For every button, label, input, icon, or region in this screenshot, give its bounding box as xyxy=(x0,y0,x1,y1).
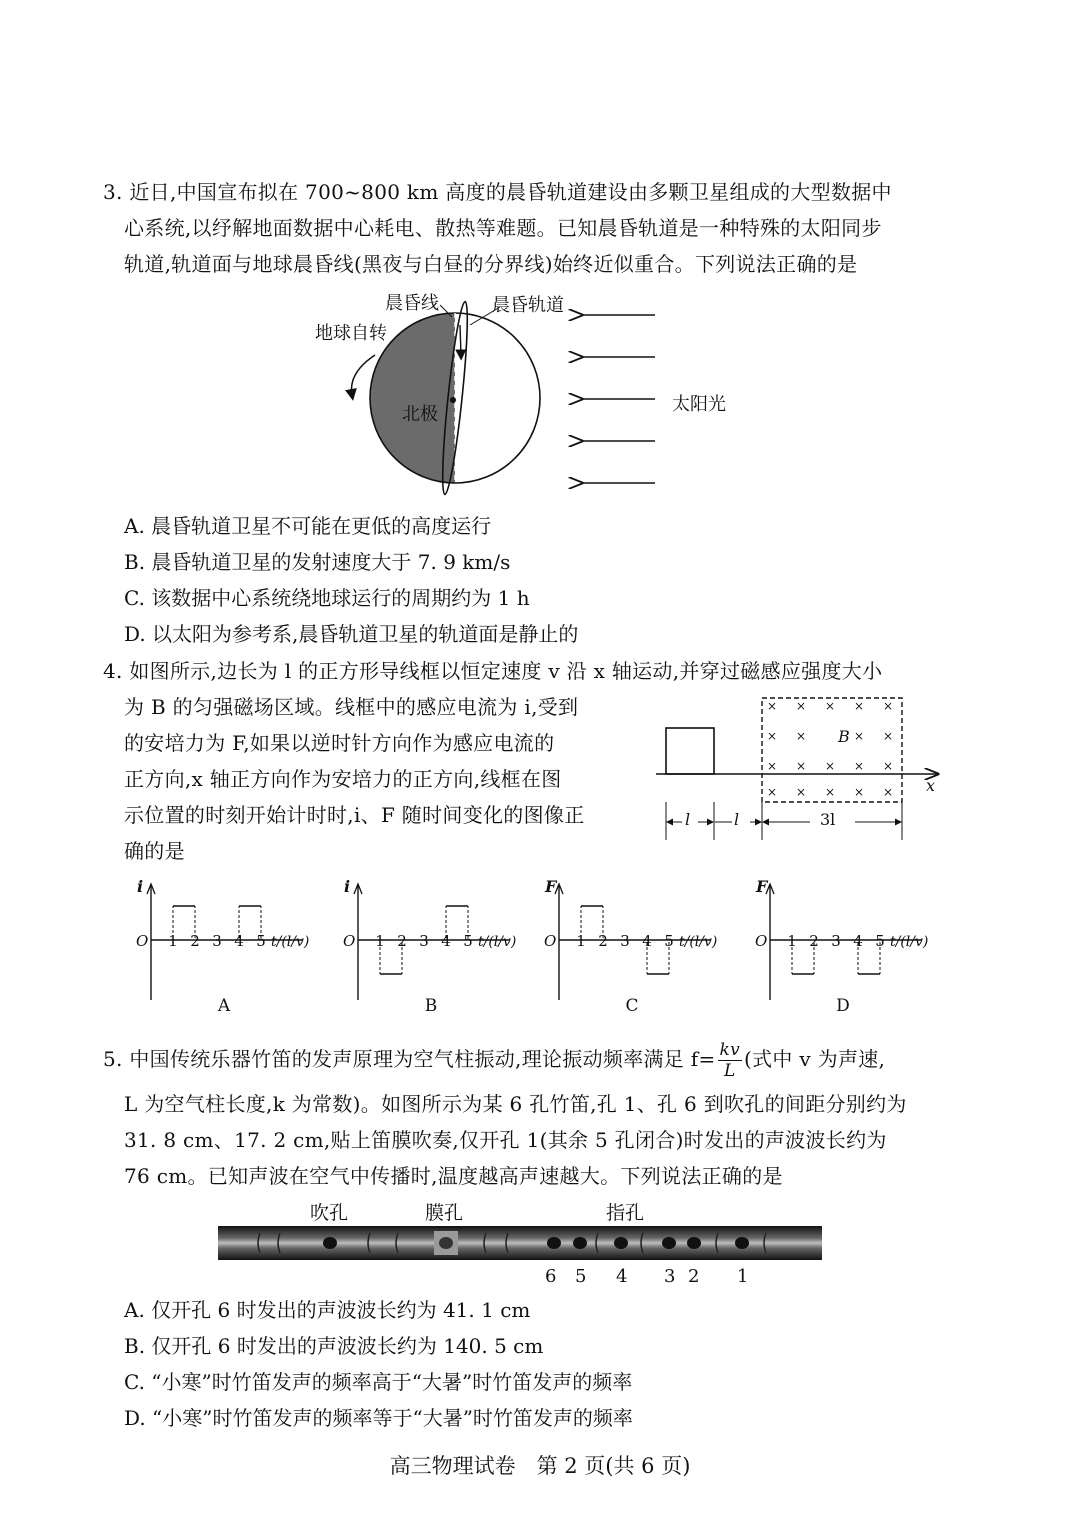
page-footer: 高三物理试卷 第 2 页(共 6 页) xyxy=(389,1454,691,1478)
field-cross: × xyxy=(882,759,894,773)
graph-x-label: t/(l/v) xyxy=(679,934,718,950)
finger-hole-1 xyxy=(735,1237,749,1249)
orbit-label: 晨昏轨道 xyxy=(492,295,564,316)
q5-stem-line3: 31. 8 cm、17. 2 cm,贴上笛膜吹奏,仅开孔 1(其余 5 孔闭合)时发出的声波波长约为 xyxy=(124,1128,887,1152)
q4-stem-line4: 正方向,x 轴正方向作为安培力的正方向,线框在图 xyxy=(124,767,562,791)
graph-tick-label: 1 xyxy=(576,932,586,950)
graph-tick-label: 5 xyxy=(875,932,885,950)
field-cross: × xyxy=(853,699,865,713)
dim-l-1: l xyxy=(685,810,691,829)
q3-stem-line2: 心系统,以纾解地面数据中心耗电、散热等难题。已知晨昏轨道是一种特殊的太阳同步 xyxy=(124,216,882,240)
graph-y-label: i xyxy=(344,878,351,896)
graph-A xyxy=(133,878,333,1018)
q4-figure xyxy=(650,690,950,845)
graph-B xyxy=(340,878,540,1018)
sunlight-label: 太阳光 xyxy=(672,394,726,415)
field-cross: × xyxy=(853,785,865,799)
north-pole-label: 北极 xyxy=(402,404,438,425)
field-cross: × xyxy=(882,729,894,743)
graph-caption: B xyxy=(424,996,438,1016)
graph-origin-label: O xyxy=(136,932,149,950)
formula-fraction xyxy=(718,1040,743,1081)
graph-origin-label: O xyxy=(343,932,356,950)
fraction-denominator: L xyxy=(723,1061,736,1081)
field-cross: × xyxy=(795,785,807,799)
finger-hole-5 xyxy=(573,1237,587,1249)
graph-y-label: F xyxy=(756,878,768,896)
graph-tick-label: 4 xyxy=(441,932,451,950)
graph-tick-label: 2 xyxy=(190,932,200,950)
graph-tick-label: 5 xyxy=(256,932,266,950)
q4-stem-line5: 示位置的时刻开始计时时,i、F 随时间变化的图像正 xyxy=(124,803,585,827)
hole-number-3: 3 xyxy=(664,1266,676,1287)
graph-tick-label: 1 xyxy=(375,932,385,950)
terminator-label: 晨昏线 xyxy=(385,293,439,314)
q4-stem-line1: 4. 如图所示,边长为 l 的正方形导线框以恒定速度 v 沿 x 轴运动,并穿过磁感应强度大小 xyxy=(103,659,883,683)
graph-tick-label: 4 xyxy=(853,932,863,950)
graph-tick-label: 2 xyxy=(809,932,819,950)
q3-option-d: D. 以太阳为参考系,晨昏轨道卫星的轨道面是静止的 xyxy=(124,622,579,646)
field-label: B xyxy=(838,727,850,746)
graph-tick-label: 5 xyxy=(463,932,473,950)
finger-holes-label: 指孔 xyxy=(606,1202,645,1224)
graph-origin-label: O xyxy=(544,932,557,950)
q3-stem-line1: 3. 近日,中国宣布拟在 700~800 km 高度的晨昏轨道建设由多颗卫星组成的大型数据中 xyxy=(103,180,892,204)
field-cross: × xyxy=(853,729,865,743)
q3-option-c: C. 该数据中心系统绕地球运行的周期约为 1 h xyxy=(124,586,530,610)
field-cross: × xyxy=(795,759,807,773)
graph-C xyxy=(541,878,741,1018)
x-axis-label: x xyxy=(926,776,936,795)
graph-x-label: t/(l/v) xyxy=(478,934,517,950)
graph-tick-label: 3 xyxy=(620,932,630,950)
q4-stem-line2: 为 B 的匀强磁场区域。线框中的感应电流为 i,受到 xyxy=(124,695,579,719)
graph-tick-label: 5 xyxy=(664,932,674,950)
q5-stem-line1-post: (式中 v 为声速, xyxy=(744,1047,886,1071)
finger-hole-4 xyxy=(614,1237,628,1249)
q5-stem-line1 xyxy=(103,1040,885,1081)
field-crosses xyxy=(767,699,893,799)
field-cross: × xyxy=(766,699,778,713)
membrane-hole xyxy=(439,1237,453,1249)
flute-body xyxy=(218,1226,822,1260)
hole-number-2: 2 xyxy=(688,1266,700,1287)
q5-stem-line4: 76 cm。已知声波在空气中传播时,温度越高声速越大。下列说法正确的是 xyxy=(124,1164,783,1188)
graph-tick-label: 4 xyxy=(234,932,244,950)
q5-option-c: C. “小寒”时竹笛发声的频率高于“大暑”时竹笛发声的频率 xyxy=(124,1370,633,1394)
graph-tick-label: 3 xyxy=(212,932,222,950)
field-cross: × xyxy=(882,699,894,713)
field-cross: × xyxy=(795,729,807,743)
graph-origin-label: O xyxy=(755,932,768,950)
square-loop xyxy=(666,728,714,774)
graph-x-label: t/(l/v) xyxy=(271,934,310,950)
field-cross: × xyxy=(824,759,836,773)
field-cross: × xyxy=(766,729,778,743)
graph-tick-label: 2 xyxy=(598,932,608,950)
dim-l-2: l xyxy=(734,810,740,829)
graph-tick-label: 1 xyxy=(168,932,178,950)
q3-option-a: A. 晨昏轨道卫星不可能在更低的高度运行 xyxy=(124,514,492,538)
membrane-hole-label: 膜孔 xyxy=(425,1202,464,1224)
finger-hole-2 xyxy=(687,1237,701,1249)
blow-hole xyxy=(323,1237,337,1249)
q5-option-d: D. “小寒”时竹笛发声的频率等于“大暑”时竹笛发声的频率 xyxy=(124,1406,633,1430)
q5-stem-line2: L 为空气柱长度,k 为常数)。如图所示为某 6 孔竹笛,孔 1、孔 6 到吹孔的间距分别约为 xyxy=(124,1092,907,1116)
hole-number-6: 6 xyxy=(545,1266,557,1287)
flute-figure xyxy=(218,1224,824,1262)
q4-stem-line3: 的安培力为 F,如果以逆时针方向作为感应电流的 xyxy=(124,731,555,755)
fraction-numerator: kv xyxy=(719,1040,741,1060)
field-cross: × xyxy=(766,759,778,773)
q3-option-b: B. 晨昏轨道卫星的发射速度大于 7. 9 km/s xyxy=(124,550,511,574)
north-pole-dot xyxy=(450,397,456,403)
field-cross: × xyxy=(766,785,778,799)
q5-option-b: B. 仅开孔 6 时发出的声波波长约为 140. 5 cm xyxy=(124,1334,544,1358)
graph-caption: A xyxy=(217,996,231,1016)
field-cross: × xyxy=(795,699,807,713)
graph-tick-label: 1 xyxy=(787,932,797,950)
graph-y-label: F xyxy=(545,878,557,896)
graph-caption: D xyxy=(836,996,850,1016)
hole-number-1: 1 xyxy=(737,1266,749,1287)
field-cross: × xyxy=(853,759,865,773)
graph-tick-label: 3 xyxy=(419,932,429,950)
q3-stem-line3: 轨道,轨道面与地球晨昏线(黑夜与白昼的分界线)始终近似重合。下列说法正确的是 xyxy=(124,252,858,276)
hole-number-4: 4 xyxy=(616,1266,628,1287)
field-cross: × xyxy=(824,785,836,799)
dim-3l: 3l xyxy=(820,810,836,829)
field-cross: × xyxy=(824,699,836,713)
q4-stem-line6: 确的是 xyxy=(124,839,185,863)
finger-hole-3 xyxy=(662,1237,676,1249)
rotation-label: 地球自转 xyxy=(315,323,387,344)
graph-x-label: t/(l/v) xyxy=(890,934,929,950)
graph-D xyxy=(752,878,952,1018)
q5-option-a: A. 仅开孔 6 时发出的声波波长约为 41. 1 cm xyxy=(124,1298,531,1322)
q5-stem-line1-pre: 5. 中国传统乐器竹笛的发声原理为空气柱振动,理论振动频率满足 f= xyxy=(103,1047,716,1071)
graph-tick-label: 3 xyxy=(831,932,841,950)
hole-number-5: 5 xyxy=(575,1266,587,1287)
graph-tick-label: 2 xyxy=(397,932,407,950)
graph-y-label: i xyxy=(137,878,144,896)
finger-hole-6 xyxy=(547,1237,561,1249)
graph-caption: C xyxy=(625,996,639,1016)
field-cross: × xyxy=(882,785,894,799)
graph-tick-label: 4 xyxy=(642,932,652,950)
blow-hole-label: 吹孔 xyxy=(310,1202,349,1224)
